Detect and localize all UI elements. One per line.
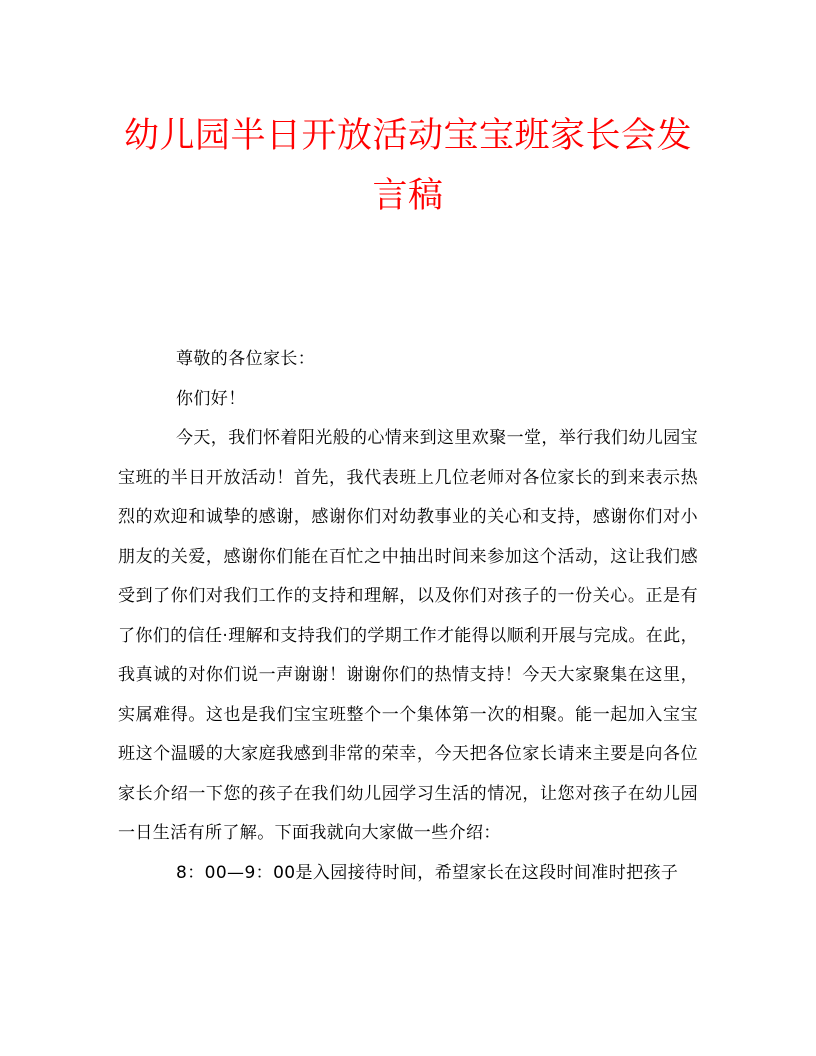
body-paragraph: 今天，我们怀着阳光般的心情来到这里欢聚一堂，举行我们幼儿园宝宝班的半日开放活动！首先，我代表班上几位老师对各位家长的到来表示热烈的欢迎和诚挚的感谢，感谢你们对幼教事业的关心和支持，感谢你们对小朋友的关爱，感谢你们能在百忙之中抽出时间来参加这个活动，这让我们感受到了你们对我们工作的支持和理解，以及你们对孩子的一份关心。正是有了你们的信任·理解和支持我们的学期工作才能得以顺利开展与完成。在此，我真诚的对你们说一声谢谢！谢谢你们的热情支持！今天大家聚集在这里，实属难得。这也是我们宝宝班整个一个集体第一次的相聚。能一起加入宝宝班这个温暖的大家庭我感到非常的荣幸，今天把各位家长请来主要是向各位家长介绍一下您的孩子在我们幼儿园学习生活的情况，让您对孩子在幼儿园一日生活有所了解。下面我就向大家做一些介绍：: [118, 428, 699, 843]
document-title: 幼儿园半日开放活动宝宝班家长会发言稿: [123, 116, 692, 216]
greeting: 你们好！: [176, 388, 246, 409]
document-body: [118, 340, 698, 893]
body-paragraph-schedule: 8：00—9：00是入园接待时间，希望家长在这段时间准时把孩子: [176, 862, 679, 883]
salutation: 尊敬的各位家长：: [176, 349, 316, 369]
